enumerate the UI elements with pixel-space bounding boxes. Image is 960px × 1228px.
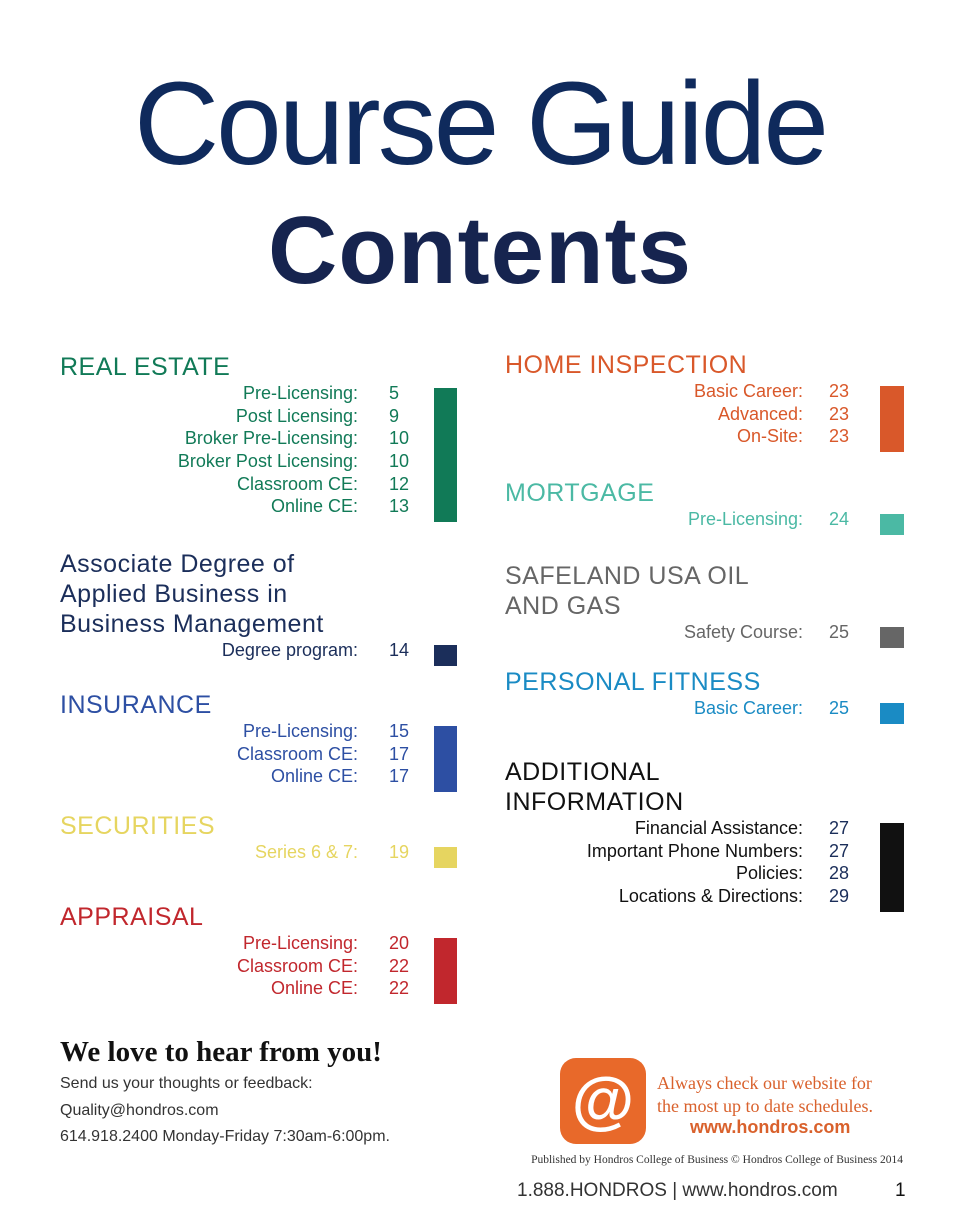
- toc-entry[interactable]: [60, 720, 457, 743]
- toc-entry[interactable]: [60, 955, 457, 978]
- toc-entry-label: Series 6 & 7:: [254, 842, 358, 862]
- toc-entry-label: On-Site:: [736, 426, 803, 447]
- section-right_column-1: [505, 478, 904, 531]
- section-heading: MORTGAGE: [505, 479, 655, 507]
- section-heading-line: AND GAS: [505, 592, 622, 620]
- feedback-block: [60, 1036, 390, 1151]
- toc-entry-page: 28: [829, 863, 850, 884]
- toc-entry-label: Advanced:: [717, 403, 803, 424]
- toc-entry[interactable]: [60, 405, 457, 428]
- section-heading-line: ADDITIONAL: [505, 758, 661, 786]
- contents-title: Contents: [268, 197, 692, 304]
- toc-entry[interactable]: [60, 977, 457, 1000]
- toc-entry[interactable]: [505, 508, 904, 531]
- toc-entry-page: 17: [389, 766, 410, 787]
- website-reminder: [657, 1072, 873, 1118]
- toc-entry-label: Basic Career:: [693, 381, 803, 401]
- section-color-bar: [880, 627, 904, 648]
- section-left_column-4: [60, 902, 457, 1000]
- toc-entry-page: 23: [829, 403, 850, 424]
- toc-entry-label: Safety Course:: [683, 622, 803, 642]
- love-heading: We love to hear from you!: [60, 1036, 382, 1068]
- section-entries: [505, 697, 904, 720]
- section-entries: [60, 720, 457, 788]
- contact-line: 1.888.HONDROS | www.hondros.com: [517, 1180, 838, 1201]
- section-heading-line: Business Management: [60, 610, 324, 638]
- toc-entry-page: 24: [829, 509, 850, 529]
- toc-entry[interactable]: [60, 473, 457, 496]
- toc-entry[interactable]: [505, 403, 904, 426]
- section-heading: HOME INSPECTION: [505, 351, 748, 379]
- section-heading: [60, 549, 457, 639]
- toc-entry-label: Pre-Licensing:: [242, 933, 358, 953]
- toc-entry-page: 20: [389, 933, 410, 953]
- section-entries: [60, 382, 457, 518]
- toc-entry-label: Pre-Licensing:: [242, 383, 358, 403]
- toc-entry[interactable]: [60, 382, 457, 405]
- at-icon: @: [560, 1058, 646, 1144]
- section-right_column-2: [505, 561, 904, 644]
- toc-entry-page: 27: [829, 818, 850, 838]
- toc-entry[interactable]: [60, 450, 457, 473]
- toc-entry-label: Broker Post Licensing:: [177, 451, 358, 472]
- toc-entry-page: 23: [829, 426, 850, 447]
- toc-entry-label: Policies:: [735, 863, 803, 884]
- reminder-line-1: Always check our website for: [657, 1073, 872, 1093]
- feedback-line: Send us your thoughts or feedback:: [60, 1075, 313, 1092]
- toc-entry-page: 23: [829, 381, 850, 401]
- toc-entry-page: 12: [389, 473, 410, 494]
- toc-entry-label: Online CE:: [270, 978, 358, 999]
- section-color-bar: [880, 514, 904, 535]
- toc-entry-page: 22: [389, 955, 410, 976]
- phone-hours: 614.918.2400 Monday-Friday 7:30am-6:00pm.: [60, 1128, 390, 1145]
- section-color-bar: [880, 823, 904, 912]
- section-heading: REAL ESTATE: [60, 353, 231, 381]
- toc-entry[interactable]: [505, 697, 904, 720]
- toc-entry[interactable]: [505, 862, 904, 885]
- course-guide-title: Course Guide: [133, 58, 827, 190]
- toc-entry-label: Online CE:: [270, 496, 358, 517]
- toc-entry[interactable]: [60, 841, 457, 864]
- toc-entry[interactable]: [505, 840, 904, 863]
- toc-entry-page: 14: [389, 640, 410, 660]
- toc-entry-page: 19: [389, 842, 410, 862]
- section-entries: [505, 380, 904, 448]
- toc-entry[interactable]: [60, 639, 457, 662]
- section-heading: PERSONAL FITNESS: [505, 668, 761, 696]
- section-heading: [505, 757, 904, 817]
- section-heading: [505, 561, 904, 621]
- toc-entry[interactable]: [60, 495, 457, 518]
- section-color-bar: [434, 847, 457, 868]
- toc-entry-label: Pre-Licensing:: [242, 721, 358, 741]
- section-color-bar: [434, 645, 457, 666]
- section-left_column-2: [60, 690, 457, 788]
- toc-entry[interactable]: [60, 743, 457, 766]
- toc-entry-page: 9: [389, 405, 400, 426]
- section-color-bar: [434, 388, 457, 522]
- section-right_column-4: [505, 757, 904, 908]
- toc-entry-page: 25: [829, 622, 850, 642]
- section-heading-line: INFORMATION: [505, 788, 684, 816]
- toc-entry-page: 15: [389, 721, 410, 741]
- toc-entry[interactable]: [505, 885, 904, 908]
- toc-entry-label: Important Phone Numbers:: [586, 840, 803, 861]
- section-left_column-0: [60, 352, 457, 518]
- toc-entry-label: Broker Pre-Licensing:: [184, 428, 358, 449]
- toc-entry-label: Pre-Licensing:: [687, 509, 803, 529]
- website-link[interactable]: www.hondros.com: [690, 1117, 851, 1137]
- toc-entry-page: 22: [389, 978, 410, 999]
- toc-entry-label: Locations & Directions:: [618, 886, 803, 907]
- section-entries: [60, 841, 457, 864]
- section-heading: INSURANCE: [60, 691, 212, 719]
- section-entries: [505, 817, 904, 908]
- toc-entry-label: Classroom CE:: [236, 955, 358, 976]
- page-number: 1: [895, 1180, 906, 1201]
- section-right_column-0: [505, 350, 904, 448]
- toc-entry-page: 5: [389, 383, 400, 403]
- section-entries: [505, 508, 904, 531]
- section-color-bar: [434, 938, 457, 1004]
- section-heading: APPRAISAL: [60, 903, 204, 931]
- toc-entry-page: 25: [829, 698, 850, 718]
- toc-entry-page: 29: [829, 886, 850, 907]
- toc-entry[interactable]: [505, 425, 904, 448]
- section-heading: SECURITIES: [60, 812, 216, 840]
- section-left_column-3: [60, 811, 457, 864]
- section-entries: [505, 621, 904, 644]
- section-entries: [60, 932, 457, 1000]
- toc-entry[interactable]: [60, 765, 457, 788]
- toc-entry-page: 13: [389, 496, 410, 517]
- toc-entry-page: 17: [389, 743, 410, 764]
- toc-entry[interactable]: [505, 380, 904, 403]
- toc-entry-label: Basic Career:: [693, 698, 803, 718]
- toc-entry[interactable]: [505, 621, 904, 644]
- section-heading-line: Associate Degree of: [60, 550, 295, 578]
- toc-entry[interactable]: [505, 817, 904, 840]
- toc-entry-page: 10: [389, 451, 410, 472]
- toc-entry-page: 10: [389, 428, 410, 449]
- toc-entry-label: Online CE:: [270, 766, 358, 787]
- section-right_column-3: [505, 667, 904, 720]
- toc-entry[interactable]: [60, 427, 457, 450]
- toc-entry[interactable]: [60, 932, 457, 955]
- toc-entry-page: 27: [829, 840, 850, 861]
- section-color-bar: [880, 703, 904, 724]
- section-heading-line: SAFELAND USA OIL: [505, 562, 750, 590]
- section-color-bar: [434, 726, 457, 792]
- toc-entry-label: Post Licensing:: [235, 405, 358, 426]
- section-left_column-1: [60, 549, 457, 662]
- email-link[interactable]: Quality@hondros.com: [60, 1101, 219, 1119]
- section-heading-line: Applied Business in: [60, 580, 288, 608]
- section-entries: [60, 639, 457, 662]
- reminder-line-2: the most up to date schedules.: [657, 1096, 873, 1116]
- toc-entry-label: Classroom CE:: [236, 473, 358, 494]
- section-color-bar: [880, 386, 904, 452]
- toc-entry-label: Classroom CE:: [236, 743, 358, 764]
- published-by: Published by Hondros College of Business © Hondros College of Business 2014: [531, 1154, 903, 1166]
- toc-entry-label: Financial Assistance:: [634, 818, 803, 838]
- toc-entry-label: Degree program:: [221, 640, 358, 660]
